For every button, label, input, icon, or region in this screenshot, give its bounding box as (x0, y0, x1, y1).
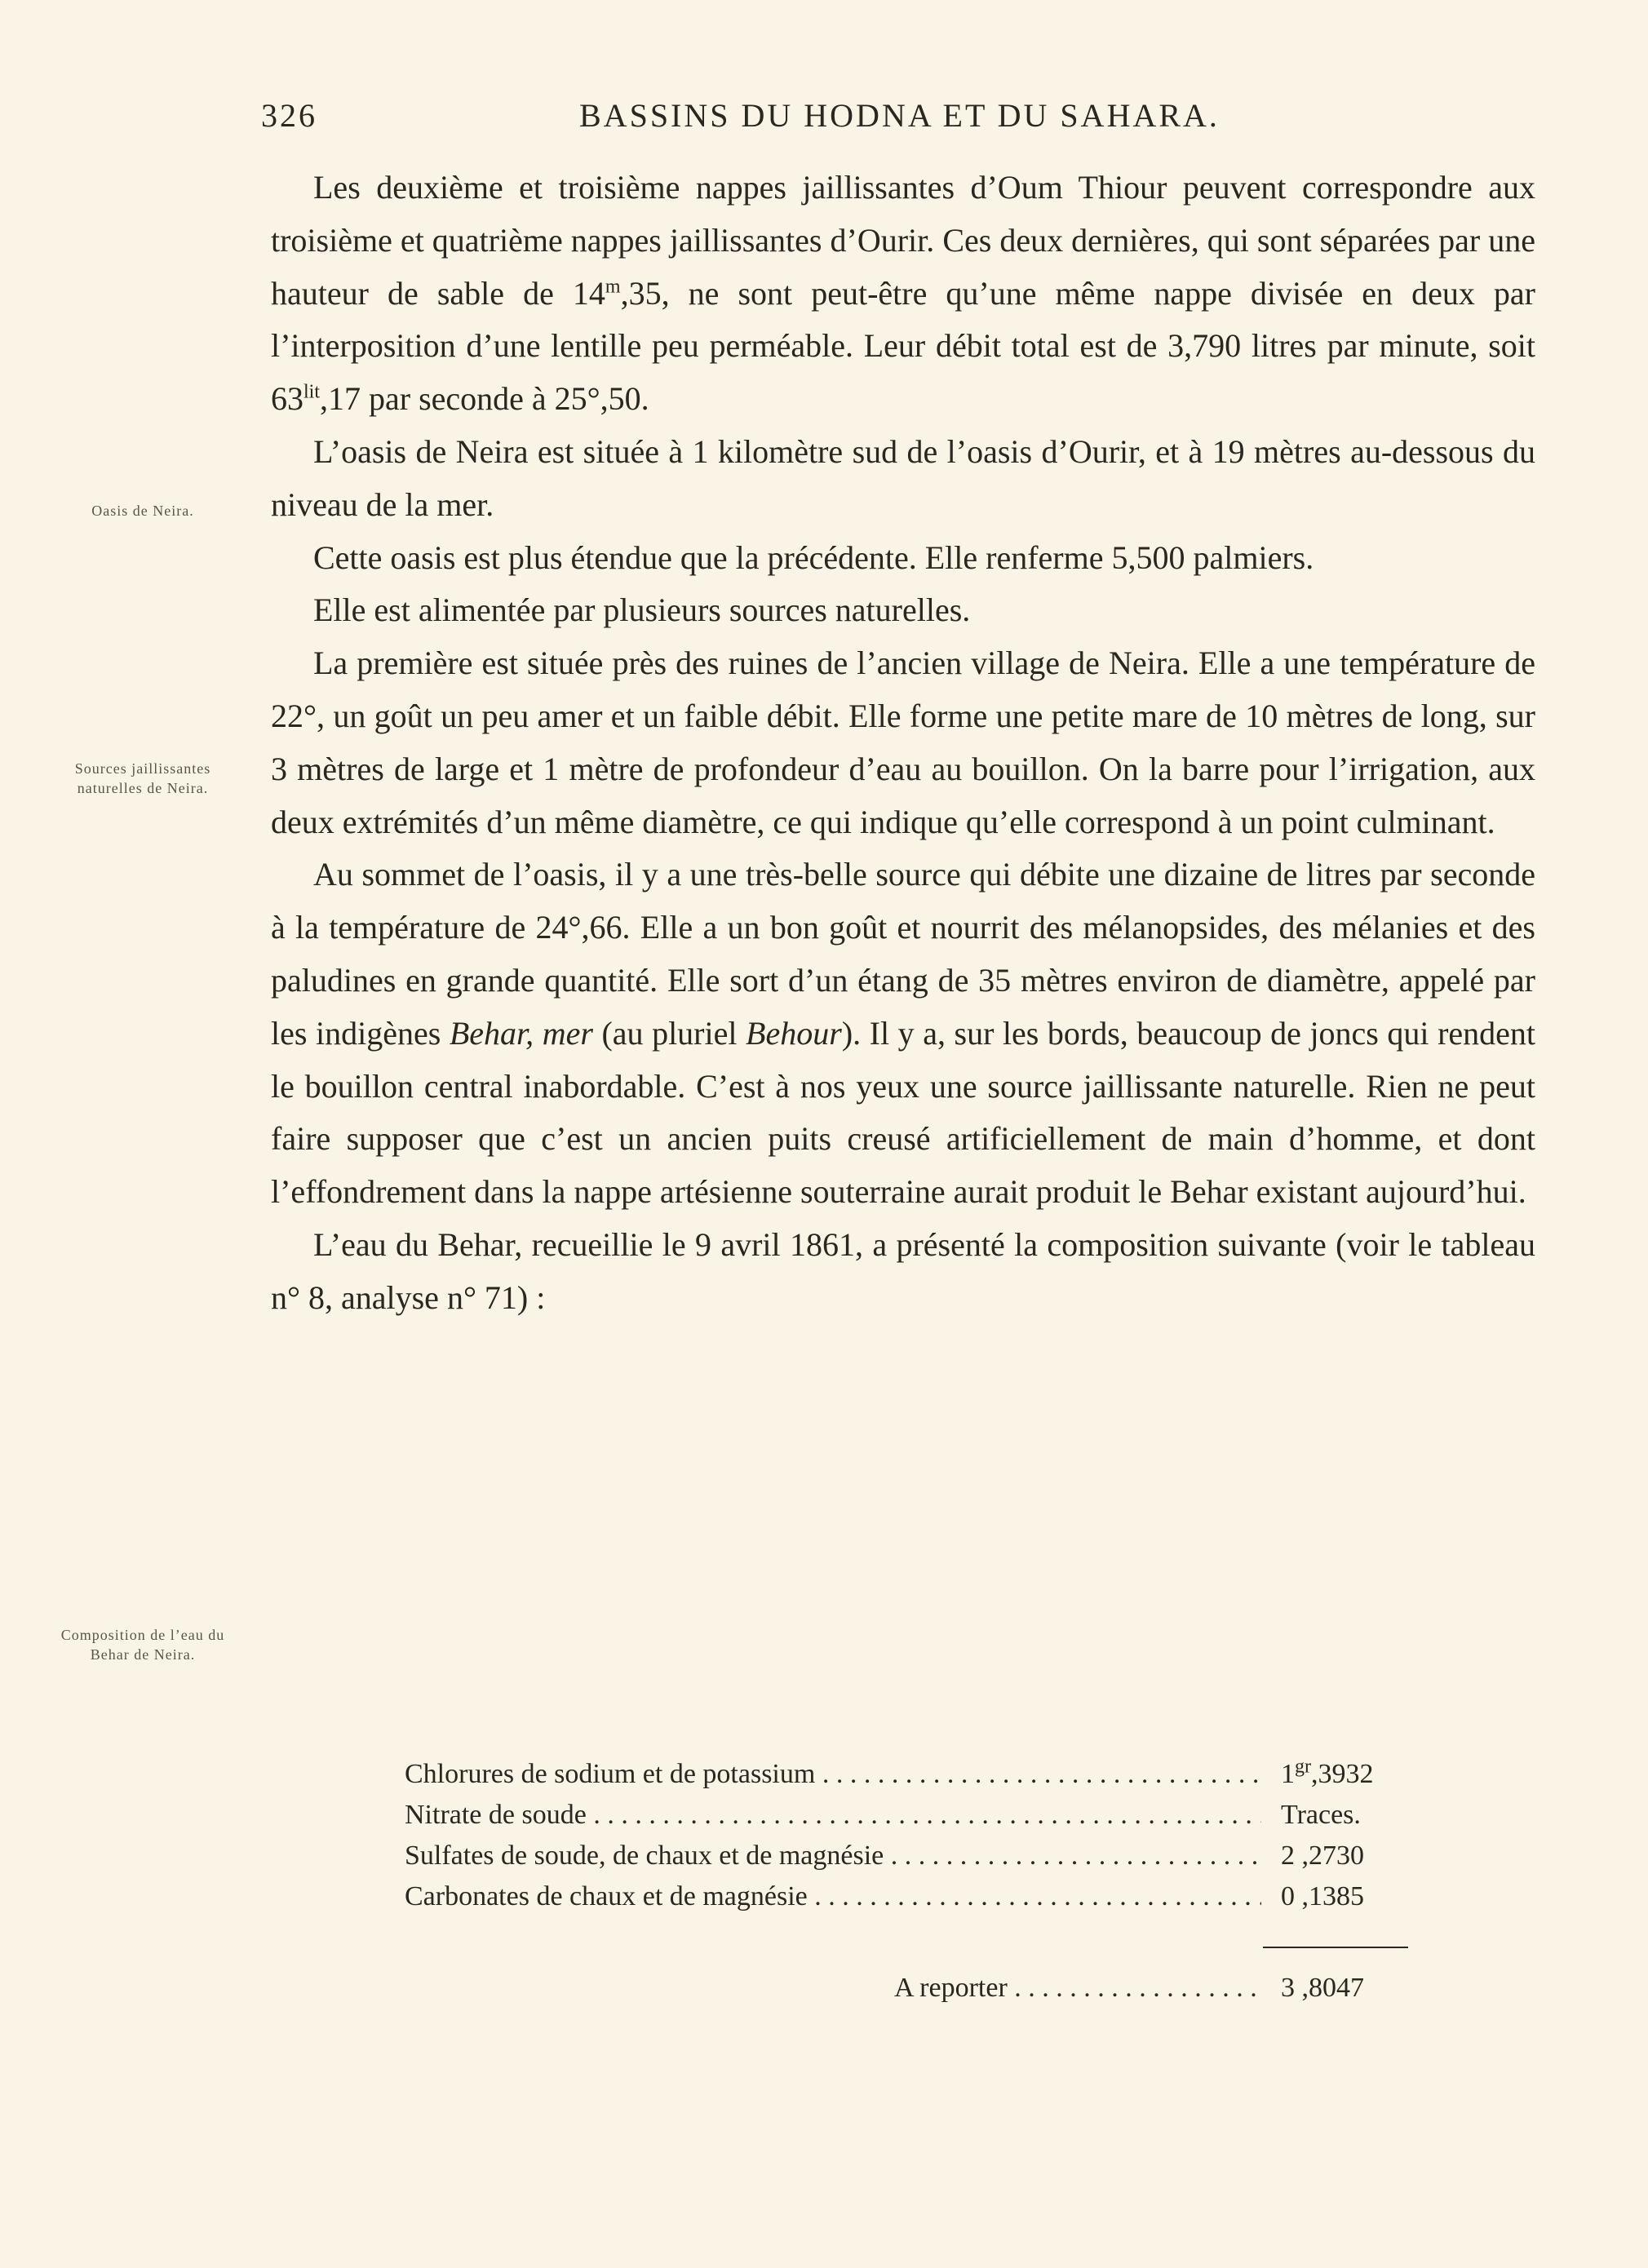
row-value: 0 ,1385 (1281, 1881, 1364, 1911)
table-row (405, 1754, 1416, 1795)
total-row (405, 1968, 1416, 2009)
margin-note-sources: Sources jaillissantes naturelles de Neira. (74, 760, 211, 796)
value-part: 1 (1281, 1759, 1295, 1789)
running-title: BASSINS DU HODNA ET DU SAHARA. (579, 97, 1220, 134)
paragraph-4: Elle est alimentée par plusieurs sources naturelles. (313, 591, 971, 629)
row-value (1281, 1754, 1374, 1795)
sum-rule (1263, 1947, 1408, 1948)
paragraph-2: L’oasis de Neira est située à 1 kilomètre sud de l’oasis d’Ourir, et à 19 mètres au-dessous du niveau de la mer. (271, 432, 1535, 523)
paragraph-3: Cette oasis est plus étendue que la précédente. Elle renferme 5,500 palmiers. (313, 538, 1314, 576)
analysis-table (405, 1754, 1416, 2003)
paragraph-7: L’eau du Behar, recueillie le 9 avril 1861, a présenté la composition suivante (voir le tableau n° 8, analyse n° 71) : (271, 1225, 1535, 1316)
text-run: ). Il y a, sur les bords, beaucoup de joncs qui rendent le bouillon central inabordable. C’est à nos yeux une source jaillissante naturelle. Rien ne peut faire supposer que c’est un ancien puits creusé artificiellement de main d’homme, et dont l’effondrement dans la nappe artésienne souterraine aurait produit le Behar existant aujourd’hui. (271, 1014, 1536, 1211)
paragraph-6 (271, 848, 1535, 1219)
italic-term: Behour (746, 1014, 842, 1052)
text-run: ,17 par seconde à 25°,50. (320, 380, 649, 418)
table-row (405, 1836, 1416, 1876)
row-label: Nitrate de soude . . . (405, 1795, 1261, 1836)
row-label: Sulfates de soude, de chaux et de magnésie . . . (405, 1836, 1261, 1876)
text-run: Au sommet de l’oasis, il y a une très-belle source qui débite une dizaine de litres par seconde à la température de 24°,66. Elle a un bon goût et nourrit des mélanopsides, des mélanies et des paludines en grande quantité. Elle sort d’un étang de 35 mètres environ de diamètre, appelé par les indigènes (271, 856, 1535, 1052)
total-value: 3 ,8047 (1281, 1973, 1364, 2003)
table-row (405, 1876, 1416, 1917)
table-row (405, 1795, 1416, 1836)
margin-note-oasis: Oasis de Neira. (91, 503, 194, 519)
margin-note-composition: Composition de l’eau du Behar de Neira. (60, 1627, 225, 1663)
text-run: (au pluriel (601, 1014, 738, 1052)
value-part: ,3932 (1311, 1759, 1374, 1789)
body-text (271, 162, 1535, 1325)
superscript: m (605, 276, 621, 298)
row-label: Chlorures de sodium et de potassium . . . (405, 1754, 1261, 1795)
row-value: 2 ,2730 (1281, 1841, 1364, 1871)
text-run: ,35, ne sont peut-être qu’une même nappe divisée en deux par l’interposition d’une lentille peu perméable. Leur débit total est de 3,790 litres par minute, soit 63 (271, 274, 1535, 418)
paragraph-1 (271, 162, 1535, 426)
superscript: gr (1295, 1756, 1311, 1778)
page-number: 326 (261, 97, 317, 134)
superscript: lit (303, 381, 321, 403)
total-label: A reporter . . . (894, 1968, 1261, 2009)
paragraph-5: La première est située près des ruines de l’ancien village de Neira. Elle a une température de 22°, un goût un peu amer et un faible débit. Elle forme une petite mare de 10 mètres de long, sur 3 mètres de large et 1 mètre de profondeur d’eau au bouillon. On la barre pour l’irrigation, aux deux extrémités d’un même diamètre, ce qui indique qu’elle correspond à un point culminant. (271, 645, 1535, 840)
row-label: Carbonates de chaux et de magnésie . . . (405, 1876, 1261, 1917)
italic-term: Behar, mer (449, 1014, 593, 1052)
page-header (261, 96, 1403, 145)
row-value: Traces. (1281, 1800, 1361, 1830)
text-run: Les deuxième et troisième nappes jaillissantes d’Oum Thiour peuvent correspondre aux troisième et quatrième nappes jaillissantes d’Ourir. Ces deux dernières, qui sont séparées par une hauteur de sable de 14 (271, 169, 1535, 312)
